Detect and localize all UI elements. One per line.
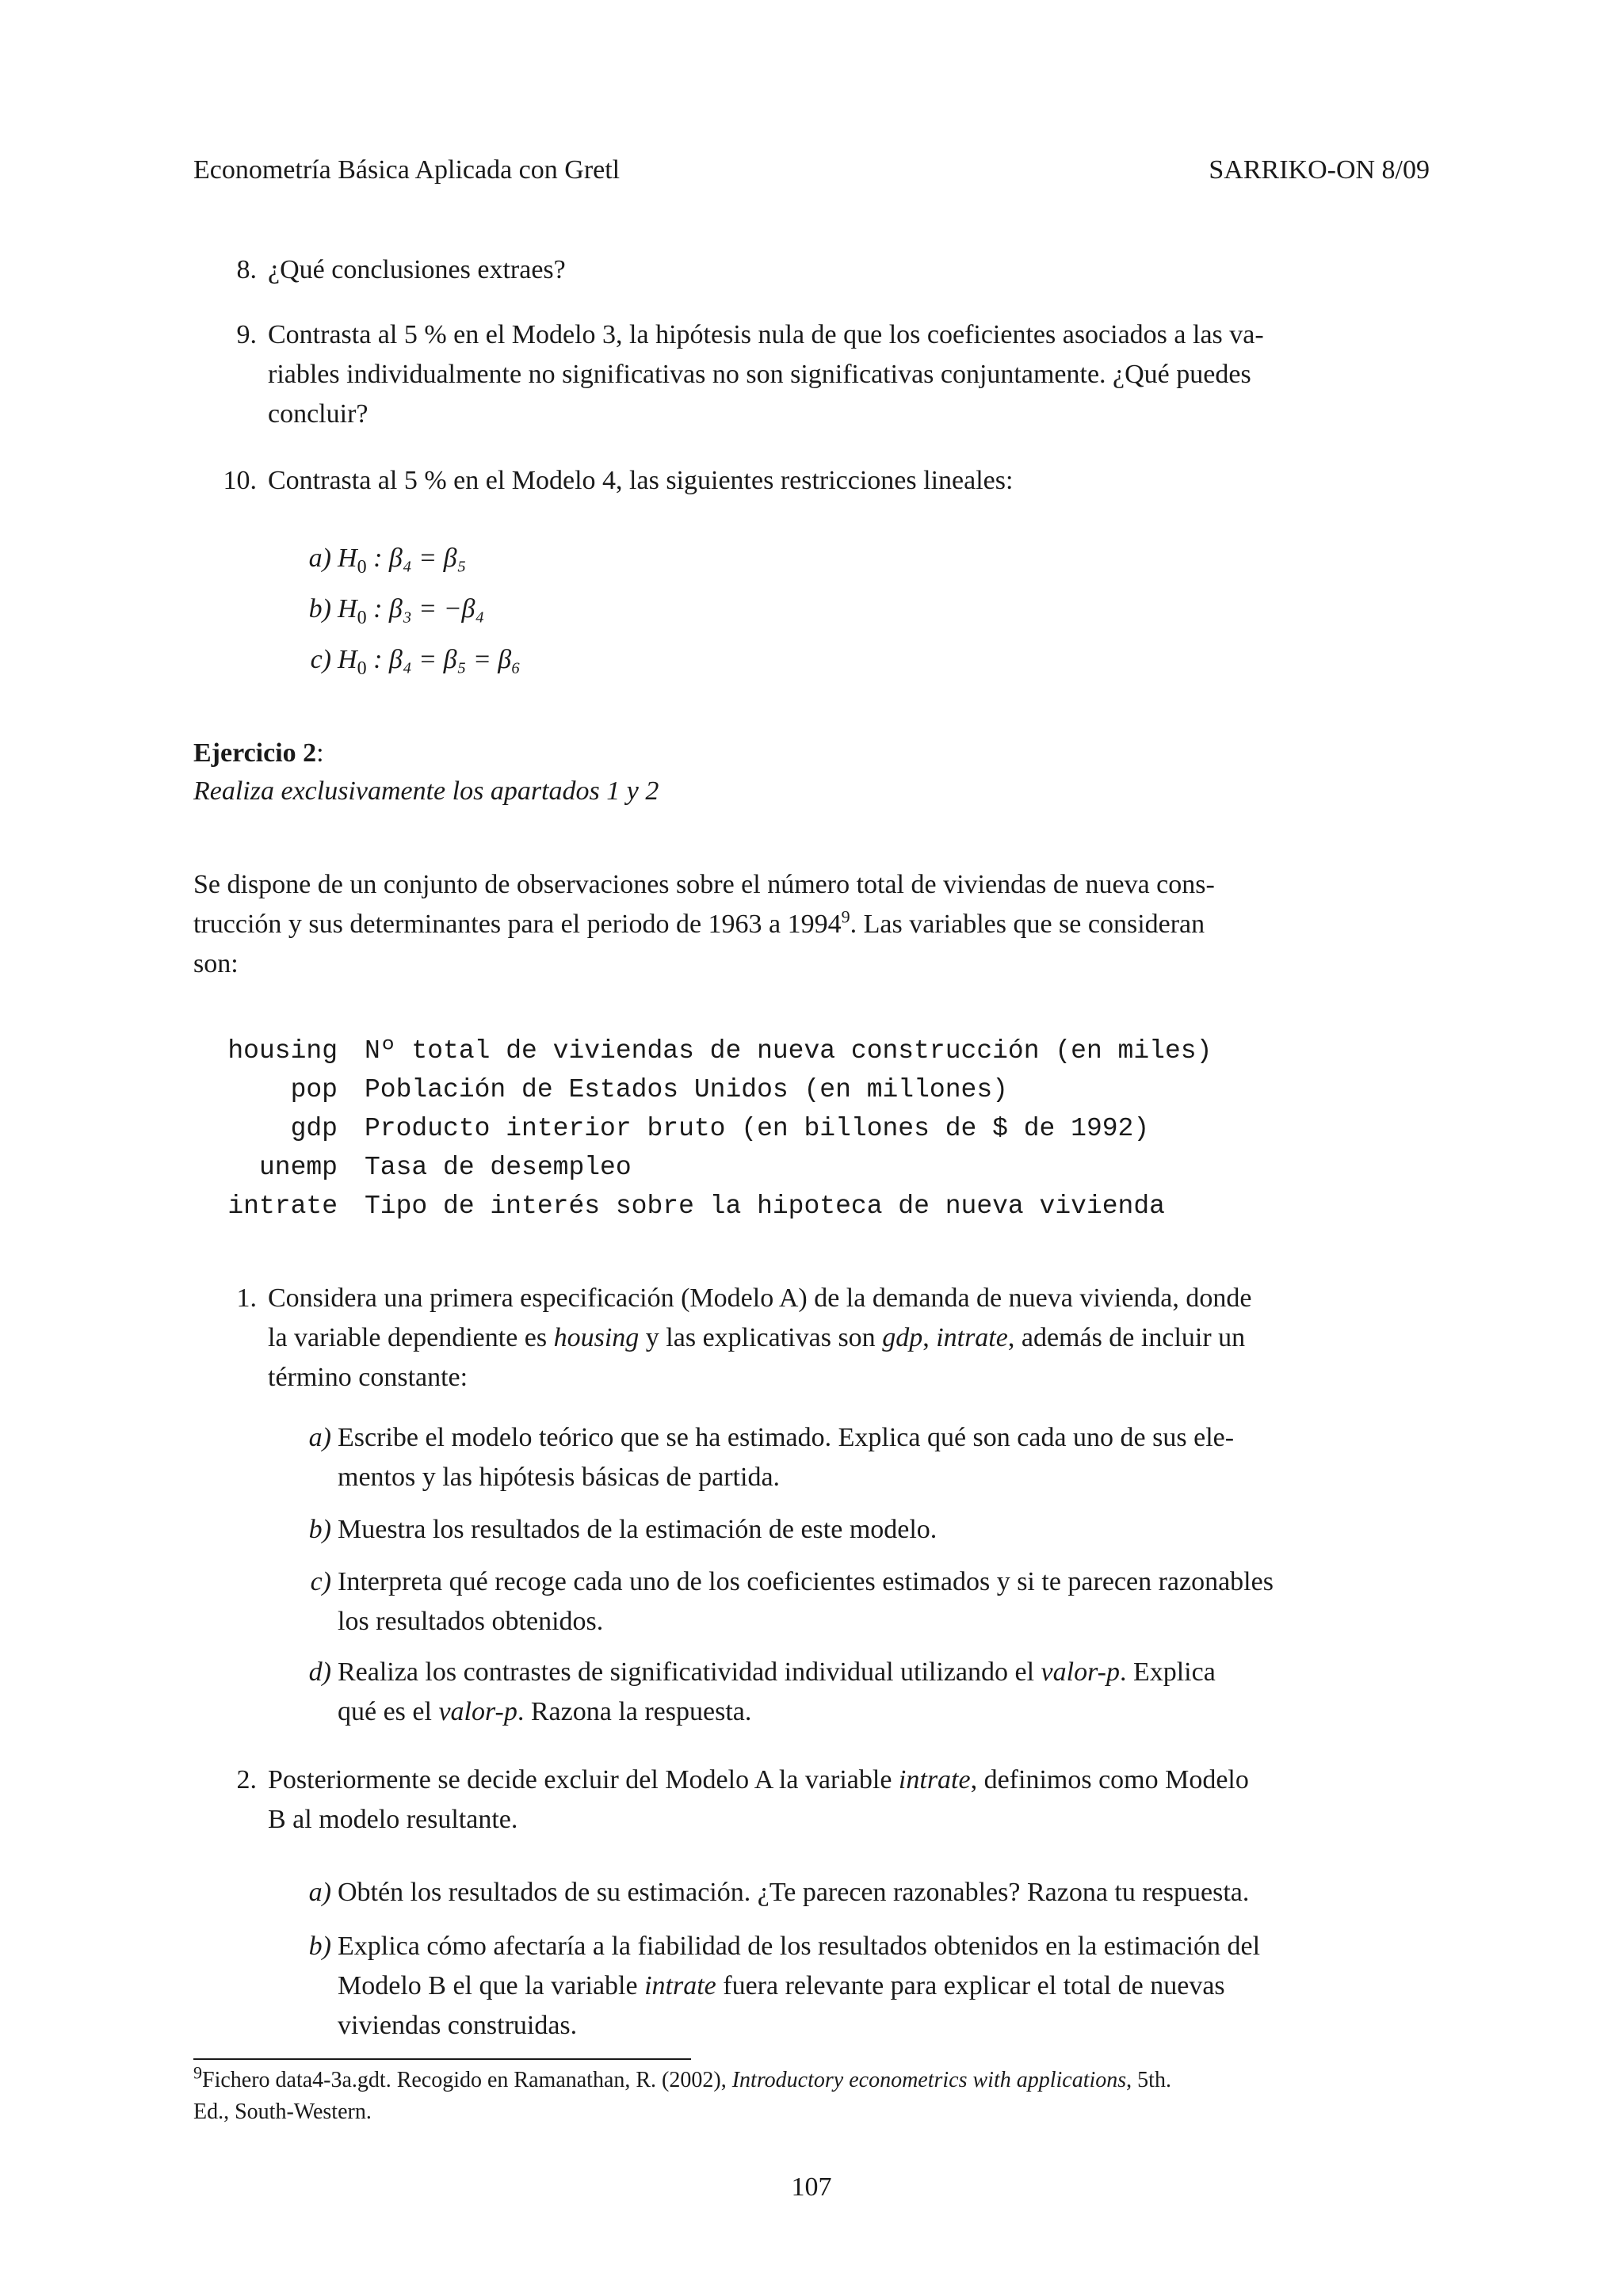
question-number: 2. xyxy=(236,1765,257,1794)
restriction-label: c) xyxy=(310,645,331,674)
variable-name: housing xyxy=(227,1036,338,1066)
exercise-title: Ejercicio 2 xyxy=(193,738,317,768)
variable-description: Tipo de interés sobre la hipoteca de nueva vivienda xyxy=(365,1192,1165,1221)
footnote: $^9$Fichero data4-3a.gdt. Recogido en Ramanathan, R. (2002), Introductory econometrics with applications, 5th. Ed., South-Western. xyxy=(193,2062,1171,2124)
variable-name: gdp xyxy=(290,1114,338,1143)
running-header-title: Econometría Básica Aplicada con Gretl xyxy=(193,155,621,185)
footnote-marker: 9 xyxy=(193,2062,202,2083)
question-number: 8. xyxy=(236,255,257,284)
intro-paragraph: Se dispone de un conjunto de observaciones sobre el número total de viviendas de nueva cons- trucción y sus determinantes para el periodo de 1963 a 1994$^9$. Las variables que se consideran son: xyxy=(193,870,1215,978)
restriction-label: b) xyxy=(308,594,331,624)
restriction-formula: $H_0$ : β₄ = β₅ xyxy=(338,543,467,578)
variable-description: Población de Estados Unidos (en millones) xyxy=(365,1075,1008,1104)
variable-name: pop xyxy=(290,1075,338,1104)
variable-description: Producto interior bruto (en billones de $ de 1992) xyxy=(365,1114,1150,1143)
question-text-line: riables individualmente no significativas no son significativas conjuntamente. ¿Qué puedes xyxy=(268,360,1251,389)
question-text-line: Contrasta al 5 % en el Modelo 3, la hipótesis nula de que los coeficientes asociados a las va- xyxy=(268,320,1264,349)
exercise-heading: Ejercicio 2: xyxy=(193,738,324,768)
restriction-formula: $H_0$ : β₄ = β₅ = β₆ xyxy=(338,645,521,679)
question-number: 1. xyxy=(236,1283,257,1313)
question-number: 10. xyxy=(223,466,257,495)
restriction-label: a) xyxy=(308,543,331,573)
variable-list xyxy=(0,1032,1623,1230)
variable-name: intrate xyxy=(227,1192,338,1221)
footnote-marker: 9 xyxy=(841,906,850,927)
variable-name: unemp xyxy=(258,1153,338,1182)
question-text: Contrasta al 5 % en el Modelo 4, las siguientes restricciones lineales: xyxy=(268,466,1014,495)
exercise-instructions: Realiza exclusivamente los apartados 1 y 2 xyxy=(193,776,659,806)
running-header-series: SARRIKO-ON 8/09 xyxy=(1209,155,1430,185)
page-number: 107 xyxy=(791,2172,832,2202)
restriction-formula: $H_0$ : β₃ = −β₄ xyxy=(338,594,485,628)
variable-description: Tasa de desempleo xyxy=(365,1153,632,1182)
variable-description: Nº total de viviendas de nueva construcción (en miles) xyxy=(365,1036,1212,1066)
footnote-rule xyxy=(193,2058,691,2060)
question-text: ¿Qué conclusiones extraes? xyxy=(268,255,566,284)
question-number: 9. xyxy=(236,320,257,349)
question-text-line: concluir? xyxy=(268,399,369,429)
